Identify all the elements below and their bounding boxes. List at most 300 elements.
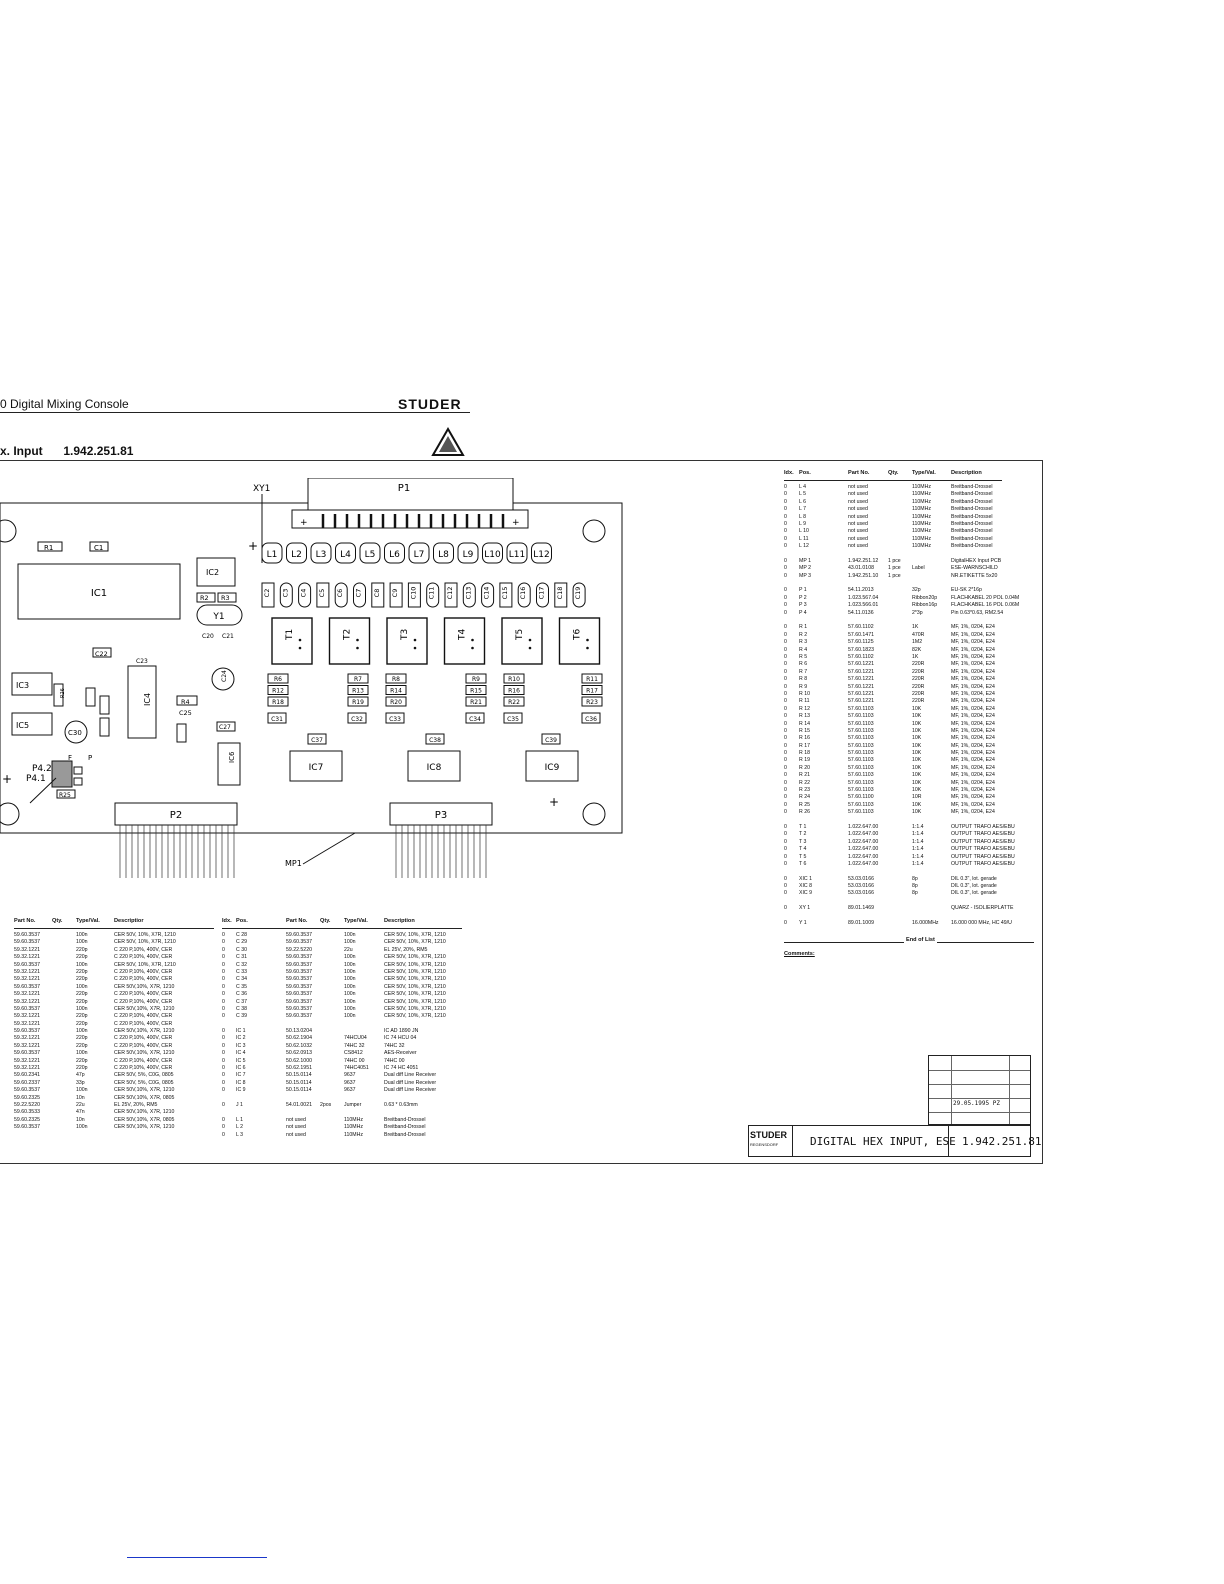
capacitor-label: C7 xyxy=(354,588,363,598)
transformer-t4 xyxy=(445,618,485,664)
left-table-cell: CER 50V,10%, X7R, 0805 xyxy=(114,1094,175,1101)
right-table-row xyxy=(784,595,1034,602)
right-table-cell: 10K xyxy=(912,742,922,749)
right-table-cell: 10K xyxy=(912,757,922,764)
right-table-cell: R 19 xyxy=(799,757,810,764)
mid-table-cell: IC 74 HCU 04 xyxy=(384,1035,417,1042)
right-table-row xyxy=(784,735,1034,742)
right-table-cell: OUTPUT TRAFO AES/EBU xyxy=(951,823,1015,830)
right-table-cell: 8p xyxy=(912,875,918,882)
right-table-cell: 0 xyxy=(784,890,787,897)
mid-table-cell: 59.60.3537 xyxy=(286,1013,312,1020)
right-table-cell: 57.60.1221 xyxy=(848,683,874,690)
mid-table-cell: 100n xyxy=(344,976,356,983)
right-table-row xyxy=(784,706,1034,713)
mid-table-row xyxy=(222,1021,462,1028)
mid-table-cell: 74HC 32 xyxy=(344,1042,365,1049)
mid-table-cell: AES-Receiver xyxy=(384,1050,417,1057)
mid-table-cell: Dual diff Line Receiver xyxy=(384,1087,437,1094)
right-table-cell: L 10 xyxy=(799,528,809,535)
transformer-t6 xyxy=(560,618,600,664)
left-table-cell: 220p xyxy=(76,968,88,975)
right-table-cell: 10K xyxy=(912,720,922,727)
svg-text:+: + xyxy=(248,539,259,553)
right-table-cell: MP 3 xyxy=(799,572,812,579)
mid-table-cell: CER 50V, 10%, X7R, 1210 xyxy=(384,968,446,975)
left-table-cell: 59.32.1221 xyxy=(14,1065,40,1072)
right-table-row xyxy=(784,898,1034,905)
title-block-number: 1.942.251.81 xyxy=(962,1135,1042,1148)
inductor-label: L11 xyxy=(508,550,526,560)
mid-table-cell: CER 50V, 10%, X7R, 1210 xyxy=(384,983,446,990)
left-table-cell: 220p xyxy=(76,976,88,983)
right-table-cell: 57.60.1102 xyxy=(848,624,874,631)
right-table-row xyxy=(784,757,1034,764)
resistor-label: R14 xyxy=(390,687,402,695)
mid-table-cell: 50.62.1904 xyxy=(286,1035,312,1042)
left-table-cell: 100n xyxy=(76,961,88,968)
mid-table-cell: L 3 xyxy=(236,1131,244,1138)
right-table-cell: 0 xyxy=(784,801,787,808)
left-table-cell: 59.60.2341 xyxy=(14,1072,40,1079)
svg-text:IC5: IC5 xyxy=(16,721,30,730)
mid-table-row xyxy=(222,984,462,991)
left-table-row xyxy=(14,1050,214,1057)
right-table-cell: 57.60.1103 xyxy=(848,720,874,727)
left-table-cell: 100n xyxy=(76,1005,88,1012)
right-table-cell: R 3 xyxy=(799,639,808,646)
left-table-cell: C 220 P,10%, 400V, CER xyxy=(114,1013,173,1020)
right-table-row xyxy=(784,521,1034,528)
mid-table-cell: 0 xyxy=(222,1124,225,1131)
left-table-cell: 59.32.1221 xyxy=(14,998,40,1005)
left-table-cell: C 220 P,10%, 400V, CER xyxy=(114,1020,173,1027)
left-table-cell: CER 50V,10%, X7R, 1210 xyxy=(114,1028,175,1035)
mid-table-cell: 59.60.3537 xyxy=(286,1005,312,1012)
right-table-cell: 1K xyxy=(912,624,919,631)
right-table-cell: 54.11.0136 xyxy=(848,609,874,616)
svg-text:R25: R25 xyxy=(59,792,71,799)
right-table-cell: L 11 xyxy=(799,535,809,542)
right-table-row xyxy=(784,890,1034,897)
mid-table-row xyxy=(222,1117,462,1124)
right-table-cell: Breitband-Drossel xyxy=(951,506,993,513)
left-table-cell: CER 50V,10%, X7R, 0805 xyxy=(114,1116,175,1123)
right-table-cell: 57.60.1103 xyxy=(848,750,874,757)
mid-table-cell: 0 xyxy=(222,1072,225,1079)
right-table-cell: 57.60.1125 xyxy=(848,639,874,646)
right-table-cell: 0 xyxy=(784,609,787,616)
right-table-cell: 110MHz xyxy=(912,535,931,542)
right-table-cell: FLACHKABEL 20 POL 0.04M xyxy=(951,594,1020,601)
svg-text:IC4: IC4 xyxy=(143,692,152,706)
right-table-cell: 1.022.647.00 xyxy=(848,846,879,853)
mid-table-row xyxy=(222,976,462,983)
svg-text:C21: C21 xyxy=(222,633,234,640)
mid-table-cell: 100n xyxy=(344,991,356,998)
right-table-cell: 0 xyxy=(784,764,787,771)
mid-table-cell: 0 xyxy=(222,954,225,961)
right-table-cell: not used xyxy=(848,498,868,505)
right-table-cell: R 16 xyxy=(799,735,810,742)
right-table-cell: 57.60.1103 xyxy=(848,713,874,720)
right-table-cell: R 2 xyxy=(799,631,808,638)
right-table-cell: 1.942.251.10 xyxy=(848,572,879,579)
right-table-row xyxy=(784,580,1034,587)
inductor-label: L8 xyxy=(438,550,449,560)
resistor-label: R18 xyxy=(272,699,284,706)
mid-table-row xyxy=(222,1072,462,1079)
mid-table-cell: C 38 xyxy=(236,1005,247,1012)
right-table-cell: 0 xyxy=(784,713,787,720)
right-table-cell: 0 xyxy=(784,498,787,505)
right-table-cell: 1M2 xyxy=(912,639,923,646)
right-table-cell: R 6 xyxy=(799,661,808,668)
left-table-cell: 47n xyxy=(76,1109,85,1116)
left-table-cell: 59.60.3537 xyxy=(14,961,40,968)
right-table-row xyxy=(784,647,1034,654)
left-table-row xyxy=(14,1102,214,1109)
right-table-cell: NR.ETIKETTE 5x20 xyxy=(951,572,998,579)
right-table-cell: 10R xyxy=(912,794,922,801)
right-table-cell: 10K xyxy=(912,809,922,816)
mid-table-cell: 0 xyxy=(222,961,225,968)
left-table-row xyxy=(14,1043,214,1050)
mid-table-cell: CER 50V, 10%, X7R, 1210 xyxy=(384,932,446,938)
right-table-cell: 220R xyxy=(912,676,925,683)
capacitor-label: C17 xyxy=(537,586,546,600)
left-table-cell: 220p xyxy=(76,1065,88,1072)
right-table-cell: 10K xyxy=(912,750,922,757)
mid-table-cell: C 39 xyxy=(236,1013,247,1020)
left-table-cell: 100n xyxy=(76,932,88,938)
capacitor-label: C31 xyxy=(271,716,283,723)
right-table-cell: R 17 xyxy=(799,742,810,749)
mid-table-cell: 59.22.5220 xyxy=(286,946,312,953)
left-table-cell: C 220 P,10%, 400V, CER xyxy=(114,1057,173,1064)
right-table-cell: T 1 xyxy=(799,823,807,830)
right-table-cell: 0 xyxy=(784,565,787,572)
mid-table-cell: 0 xyxy=(222,991,225,998)
right-table-cell: R 13 xyxy=(799,713,810,720)
transformer-label: T5 xyxy=(515,628,525,640)
right-table-cell: MF, 1%, 0204, E24 xyxy=(951,794,995,801)
right-table-cell: 1.023.567.04 xyxy=(848,594,879,601)
right-table-row xyxy=(784,610,1034,617)
left-table-cell: CER 50V, 10%, X7R, 1210 xyxy=(114,961,176,968)
right-table-cell: 0 xyxy=(784,779,787,786)
mid-table-row xyxy=(222,1132,462,1139)
right-table-cell: MF, 1%, 0204, E24 xyxy=(951,646,995,653)
right-table-cell: 1:1.4 xyxy=(912,860,924,867)
right-table-cell: R 10 xyxy=(799,690,810,697)
mid-table-cell: 50.62.1000 xyxy=(286,1057,312,1064)
svg-text:IC7: IC7 xyxy=(308,763,324,773)
pcb-layout-diagram xyxy=(0,478,630,878)
left-table-cell: 59.32.1221 xyxy=(14,968,40,975)
left-table-cell: 100n xyxy=(76,1050,88,1057)
transformer-t1 xyxy=(272,618,312,664)
right-table-row xyxy=(784,794,1034,801)
svg-text:C27: C27 xyxy=(219,724,231,731)
inductor-label: L12 xyxy=(533,550,550,560)
inductor-label: L7 xyxy=(413,550,425,560)
right-table-cell: 110MHz xyxy=(912,484,931,490)
right-table-cell: 57.60.1103 xyxy=(848,735,874,742)
mid-table-cell: 100n xyxy=(344,939,356,946)
right-table-cell: 57.60.1221 xyxy=(848,661,874,668)
right-table-cell: MF, 1%, 0204, E24 xyxy=(951,639,995,646)
right-table-cell: L 12 xyxy=(799,543,809,550)
left-table-row xyxy=(14,1087,214,1094)
mid-table-cell: 59.60.3537 xyxy=(286,983,312,990)
right-table-cell: DIL 0.3", lot. gerade xyxy=(951,883,997,890)
right-table-row xyxy=(784,802,1034,809)
right-table-cell: Breitband-Drossel xyxy=(951,543,993,550)
right-table-row xyxy=(784,654,1034,661)
right-table-cell: 220R xyxy=(912,668,925,675)
left-table-cell: 59.60.2337 xyxy=(14,1079,40,1086)
left-table-cell: CER 50V,10%, X7R, 1210 xyxy=(114,1087,175,1094)
resistor-label: R11 xyxy=(586,676,598,683)
left-table-cell: 100n xyxy=(76,1087,88,1094)
right-table-cell: 0 xyxy=(784,727,787,734)
mid-table-cell: C 37 xyxy=(236,998,247,1005)
right-table-cell: 0 xyxy=(784,846,787,853)
capacitor-label: C33 xyxy=(389,716,401,723)
left-table-cell: 59.60.3537 xyxy=(14,1005,40,1012)
right-table-cell: not used xyxy=(848,528,868,535)
mid-table-cell: 0 xyxy=(222,946,225,953)
right-table-cell: XIC 9 xyxy=(799,890,812,897)
mid-table-cell: IC 7 xyxy=(236,1072,246,1079)
resistor-label: R17 xyxy=(586,687,598,695)
right-table-cell: 0 xyxy=(784,676,787,683)
right-table-cell: 0 xyxy=(784,809,787,816)
left-table-cell: 59.60.3537 xyxy=(14,1028,40,1035)
right-table-cell: P 1 xyxy=(799,587,807,594)
right-table-cell: 2*3p xyxy=(912,609,923,616)
mid-table-row xyxy=(222,1124,462,1131)
right-table-cell: L 6 xyxy=(799,498,807,505)
right-table-row xyxy=(784,787,1034,794)
right-table-cell: 1:1.4 xyxy=(912,838,924,845)
capacitor-label: C39 xyxy=(545,737,557,744)
right-table-cell: T 4 xyxy=(799,846,807,853)
mid-table-cell: 59.60.3537 xyxy=(286,932,312,938)
ic1-label: IC1 xyxy=(90,588,108,599)
svg-text:MP1: MP1 xyxy=(285,859,302,868)
right-table-cell: XIC 1 xyxy=(799,875,812,882)
footer-link-line[interactable] xyxy=(127,1557,267,1558)
right-table-cell: P 3 xyxy=(799,602,807,609)
right-table-row xyxy=(784,772,1034,779)
right-table-cell: MF, 1%, 0204, E24 xyxy=(951,705,995,712)
right-table-cell: T 3 xyxy=(799,838,807,845)
mid-table-cell: C 33 xyxy=(236,968,247,975)
left-table-row xyxy=(14,1109,214,1116)
right-table-cell: 110MHz xyxy=(912,498,931,505)
mid-table-cell: 74HC 00 xyxy=(384,1057,405,1064)
mid-table-cell: 54.01.0021 xyxy=(286,1101,312,1108)
right-table-cell: 110MHz xyxy=(912,491,931,498)
left-table-cell: CER 50V, 5%, C0G, 0805 xyxy=(114,1079,174,1086)
right-table-row xyxy=(784,484,1034,491)
right-table-cell: 0 xyxy=(784,572,787,579)
right-table-cell: Breitband-Drossel xyxy=(951,528,993,535)
mid-table-cell: not used xyxy=(286,1124,306,1131)
right-table-row xyxy=(784,817,1034,824)
mid-table-cell: 100n xyxy=(344,954,356,961)
svg-text:IC8: IC8 xyxy=(426,763,442,773)
right-table-cell: 0 xyxy=(784,491,787,498)
svg-text:C30: C30 xyxy=(68,729,82,737)
svg-text:C20: C20 xyxy=(202,633,214,640)
mid-table-cell: 0 xyxy=(222,1028,225,1035)
right-table-cell: OUTPUT TRAFO AES/EBU xyxy=(951,831,1015,838)
left-table-cell: CER 50V,10%, X7R, 1210 xyxy=(114,1050,175,1057)
right-table-cell: 0 xyxy=(784,484,787,490)
mid-table-row xyxy=(222,1035,462,1042)
right-table-row xyxy=(784,861,1034,868)
right-table-cell: R 14 xyxy=(799,720,810,727)
left-table-cell: CER 50V, 10%, X7R, 1210 xyxy=(114,932,176,938)
svg-text:+: + xyxy=(549,795,560,809)
right-table-row xyxy=(784,669,1034,676)
mid-table-cell: 0 xyxy=(222,1101,225,1108)
right-table-cell: 0 xyxy=(784,742,787,749)
xy1-label: XY1 xyxy=(253,484,271,494)
mid-table-row xyxy=(222,939,462,946)
left-table-cell: CER 50V,10%, X7R, 1210 xyxy=(114,1124,175,1131)
right-table-cell: 57.60.1103 xyxy=(848,705,874,712)
right-table-row xyxy=(784,558,1034,565)
left-table-cell: C 220 P,10%, 400V, CER xyxy=(114,1065,173,1072)
left-table-cell: C 220 P,10%, 400V, CER xyxy=(114,998,173,1005)
right-table-cell: 53.03.0166 xyxy=(848,875,874,882)
left-table-row xyxy=(14,1065,214,1072)
right-table-cell: 110MHz xyxy=(912,543,931,550)
right-table-cell: 0 xyxy=(784,787,787,794)
right-table-cell: Breitband-Drossel xyxy=(951,513,993,520)
right-table-cell: 0 xyxy=(784,631,787,638)
left-table-row xyxy=(14,991,214,998)
right-table-cell: L 8 xyxy=(799,513,807,520)
right-table-cell: R 1 xyxy=(799,624,808,631)
mid-table-cell: 50.15.0114 xyxy=(286,1072,312,1079)
left-table-row xyxy=(14,932,214,939)
right-table-row xyxy=(784,514,1034,521)
mid-table-row xyxy=(222,1058,462,1065)
mid-table-cell: C 28 xyxy=(236,932,247,938)
left-table-cell: 59.22.5220 xyxy=(14,1101,40,1108)
resistor-label: R20 xyxy=(390,699,402,706)
right-table-cell: MF, 1%, 0204, E24 xyxy=(951,735,995,742)
right-table-cell: 0 xyxy=(784,883,787,890)
mid-table-row xyxy=(222,1050,462,1057)
right-table-row xyxy=(784,491,1034,498)
left-table-cell: 100n xyxy=(76,1124,88,1131)
left-table-cell: C 220 P,10%, 400V, CER xyxy=(114,946,173,953)
right-table-cell: MF, 1%, 0204, E24 xyxy=(951,787,995,794)
right-table-cell: R 20 xyxy=(799,764,810,771)
mid-table-cell: 110MHz xyxy=(344,1124,363,1131)
mid-table-cell: 0 xyxy=(222,1013,225,1020)
left-table-cell: 59.60.2325 xyxy=(14,1116,40,1123)
right-table-cell: MF, 1%, 0204, E24 xyxy=(951,720,995,727)
left-table-cell: C 220 P,10%, 400V, CER xyxy=(114,976,173,983)
inductor-label: L5 xyxy=(364,550,376,560)
left-table-cell: CER 50V,10%, X7R, 1210 xyxy=(114,983,175,990)
mid-table-cell: CER 50V, 10%, X7R, 1210 xyxy=(384,998,446,1005)
right-table-row xyxy=(784,684,1034,691)
right-table-row xyxy=(784,565,1034,572)
page-right-border xyxy=(1042,460,1043,1164)
left-table-row xyxy=(14,1072,214,1079)
resistor-label: R10 xyxy=(508,676,520,683)
mid-table-cell: 110MHz xyxy=(344,1131,363,1138)
mid-table-row xyxy=(222,932,462,939)
right-table-cell: 1 pce xyxy=(888,557,901,564)
mid-table-cell: CER 50V, 10%, X7R, 1210 xyxy=(384,1005,446,1012)
parts-table-middle: Idx. Pos. Part No. Qty. Type/Val. Description 0 C 28 59.60.3537 100n CER 50V, 10%, X7R, 1210 0 C 29 59.60.3537 100n CER 50V, 10%, X7R, 1210 0 C 30 59.22.5220 22u EL 25V, 20%, RM5 0 C 31 59.60.3537 100n CER 50V, 10%, X7R, 1210 0 C 32 59.60.3537 100n CER 50V, 10%, X7R, 1210 0 C 33 59.60.3537 100n CER 50V, 10%, X7R, 1210 0 C 34 59.60.3537 100n CER 50V, 10%, X7R, 1210 0 C 35 59.60.3537 100n CER 50V, 10%, X7R, 1210 0 C 36 59.60.3537 100n CER 50V, 10%, X7R, 1210 0 C 37 59.60.3537 100n CER 50V, 10%, X7R, 1210 0 C 38 59.60.3537 100n CER 50V, 10%, X7R, 1210 0 C 39 59.60.3537 100n CER 50V, 10%, X7R, 1210 0 IC 1 50.13.0204 IC AD 1890 JN 0 IC 2 50.62.1904 74HCU04 IC 74 HCU 04 0 IC 3 50.62.1032 74HC 32 74HC 32 0 IC 4 50.62.0913 CS8412 AES-Receiver 0 IC 5 50.62.1000 74HC 00 74HC 00 0 IC 6 50.62.1951 74HC4051 IC 74 HC 4051 0 IC 7 50.15.0114 9637 Dual diff Line Receiver 0 IC 8 50.15.0114 9637 Dual diff Line Receiver 0 IC 9 50.15.0114 9637 Dual diff Line Receiver 0 J 1 54.01.0021 2pos Jumper 0.63 * 0.63mm 0 L 1 not used 110MHz Breitband-Drossel 0 L 2 not used 110MHz Breitband-Drossel 0 L 3 not used 110MHz Breitband-Drossel xyxy=(222,918,462,1139)
right-table-cell: 0 xyxy=(784,735,787,742)
left-table-cell: C 220 P,10%, 400V, CER xyxy=(114,991,173,998)
mid-table-cell: 100n xyxy=(344,932,356,938)
transformer-t3 xyxy=(387,618,427,664)
mid-table-row xyxy=(222,954,462,961)
left-table-row xyxy=(14,999,214,1006)
right-table-cell: MP 2 xyxy=(799,565,812,572)
left-table-cell: 59.32.1221 xyxy=(14,946,40,953)
right-table-row xyxy=(784,624,1034,631)
section-part-number: 1.942.251.81 xyxy=(63,444,134,458)
left-table-cell: 10n xyxy=(76,1116,85,1123)
right-table-cell: 57.60.1221 xyxy=(848,676,874,683)
mid-table-cell: IC 5 xyxy=(236,1057,246,1064)
comments-label: Comments: xyxy=(784,951,815,958)
capacitor-label: C4 xyxy=(299,588,308,598)
right-table-cell: 57.60.1103 xyxy=(848,801,874,808)
right-table-cell: 57.60.1103 xyxy=(848,787,874,794)
mid-table-row xyxy=(222,1065,462,1072)
mid-table-cell: 100n xyxy=(344,1005,356,1012)
mid-table-cell: IC 2 xyxy=(236,1035,246,1042)
left-table-cell: 220p xyxy=(76,998,88,1005)
left-table-row xyxy=(14,947,214,954)
resistor-label: R16 xyxy=(508,687,520,695)
mid-table-cell: 0 xyxy=(222,1065,225,1072)
right-table-row xyxy=(784,765,1034,772)
mid-table-cell: not used xyxy=(286,1131,306,1138)
mid-table-cell: 50.13.0204 xyxy=(286,1028,312,1035)
mid-table-cell: 59.60.3537 xyxy=(286,939,312,946)
page-rule xyxy=(0,460,1043,461)
parts-table-left: Part No. Qty. Type/Val. Descriptior 59.60.3537 100n CER 50V, 10%, X7R, 1210 59.60.3537 100n CER 50V, 10%, X7R, 1210 59.32.1221 220p C 220 P,10%, 400V, CER 59.32.1221 220p C 220 P,10%, 400V, CER 59.60.3537 100n CER 50V, 10%, X7R, 1210 59.32.1221 220p C 220 P,10%, 400V, CER 59.32.1221 220p C 220 P,10%, 400V, CER 59.60.3537 100n CER 50V,10%, X7R, 1210 59.32.1221 220p C 220 P,10%, 400V, CER 59.32.1221 220p C 220 P,10%, 400V, CER 59.60.3537 100n CER 50V,10%, X7R, 1210 59.32.1221 220p C 220 P,10%, 400V, CER 59.32.1221 220p C 220 P,10%, 400V, CER 59.60.3537 100n CER 50V,10%, X7R, 1210 59.32.1221 220p C 220 P,10%, 400V, CER 59.32.1221 220p C 220 P,10%, 400V, CER 59.60.3537 100n CER 50V,10%, X7R, 1210 59.32.1221 220p C 220 P,10%, 400V, CER 59.32.1221 220p C 220 P,10%, 400V, CER 59.60.2341 47p CER 50V, 5%, C0G, 0805 59.60.2337 33p CER 50V, 5%, C0G, 0805 59.60.3537 100n CER 50V,10%, X7R, 1210 59.60.2325 10n CER 50V,10%, X7R, 0805 59.22.5220 22u EL 25V, 20%, RM5 59.60.3533 47n CER 50V,10%, X7R, 1210 59.60.2325 10n CER 50V,10%, X7R, 0805 59.60.3537 100n CER 50V,10%, X7R, 1210 xyxy=(14,918,214,1132)
right-table-cell: not used xyxy=(848,543,868,550)
right-table-cell: 54.11.2013 xyxy=(848,587,874,594)
inductor-label: L10 xyxy=(484,550,501,560)
left-table-cell: 59.60.3537 xyxy=(14,1087,40,1094)
title-block-brand: STUDER xyxy=(750,1130,788,1140)
mid-table-cell: 74HC4051 xyxy=(344,1065,369,1072)
right-table-cell: OUTPUT TRAFO AES/EBU xyxy=(951,846,1015,853)
right-table-row xyxy=(784,883,1034,890)
capacitor-label: C14 xyxy=(482,586,491,600)
svg-text:P4.1: P4.1 xyxy=(26,774,46,784)
mid-table-cell: 50.62.1951 xyxy=(286,1065,312,1072)
right-table-cell: 10K xyxy=(912,772,922,779)
